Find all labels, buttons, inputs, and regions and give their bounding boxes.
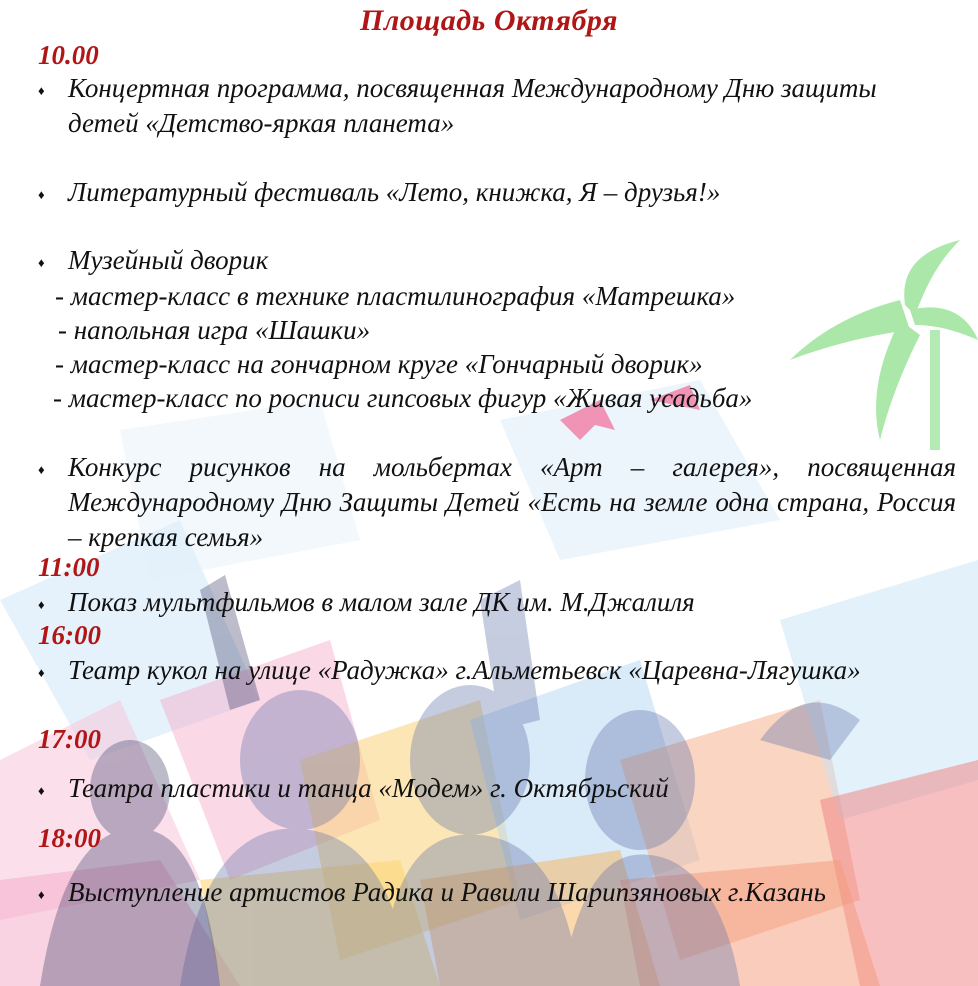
item-text: Концертная программа, посвященная Международному Дню защиты детей «Детство-яркая планета» — [68, 73, 877, 138]
sub-item: - мастер-класс в технике пластилинография «Матрешка» — [55, 281, 736, 311]
diamond-bullet-icon: ♦ — [38, 783, 45, 798]
diamond-bullet-icon: ♦ — [38, 887, 45, 902]
time-label-1700: 17:00 — [38, 724, 101, 754]
item-text: Конкурс рисунков на мольбертах «Арт – галерея», посвященная Международному Дню Защиты Детей «Есть на земле одна страна, Россия – крепкая семья» — [68, 452, 956, 552]
page-title: Площадь Октября — [360, 4, 618, 37]
diamond-bullet-icon: ♦ — [38, 462, 45, 477]
time-label-1800: 18:00 — [38, 823, 101, 853]
sub-item: - мастер-класс на гончарном круге «Гончарный дворик» — [55, 349, 703, 379]
item-text: Театра пластики и танца «Модем» г. Октябрьский — [68, 773, 669, 803]
sub-item: - напольная игра «Шашки» — [58, 315, 371, 345]
time-label-1000: 10.00 — [38, 40, 99, 70]
diamond-bullet-icon: ♦ — [38, 187, 45, 202]
time-label-1100: 11:00 — [38, 552, 100, 582]
diamond-bullet-icon: ♦ — [38, 83, 45, 98]
diamond-bullet-icon: ♦ — [38, 597, 45, 612]
item-text: Выступление артистов Радика и Равили Шарипзяновых г.Казань — [68, 877, 826, 907]
diamond-bullet-icon: ♦ — [38, 255, 45, 270]
diamond-bullet-icon: ♦ — [38, 665, 45, 680]
item-text: Литературный фестиваль «Лето, книжка, Я – друзья!» — [68, 177, 721, 207]
sub-item: - мастер-класс по росписи гипсовых фигур «Живая усадьба» — [53, 383, 753, 413]
item-text: Музейный дворик — [68, 245, 269, 275]
time-label-1600: 16:00 — [38, 620, 101, 650]
item-text: Театр кукол на улице «Радужка» г.Альметьевск «Царевна-Лягушка» — [68, 655, 861, 685]
item-text: Показ мультфильмов в малом зале ДК им. М.Джалиля — [68, 587, 695, 617]
